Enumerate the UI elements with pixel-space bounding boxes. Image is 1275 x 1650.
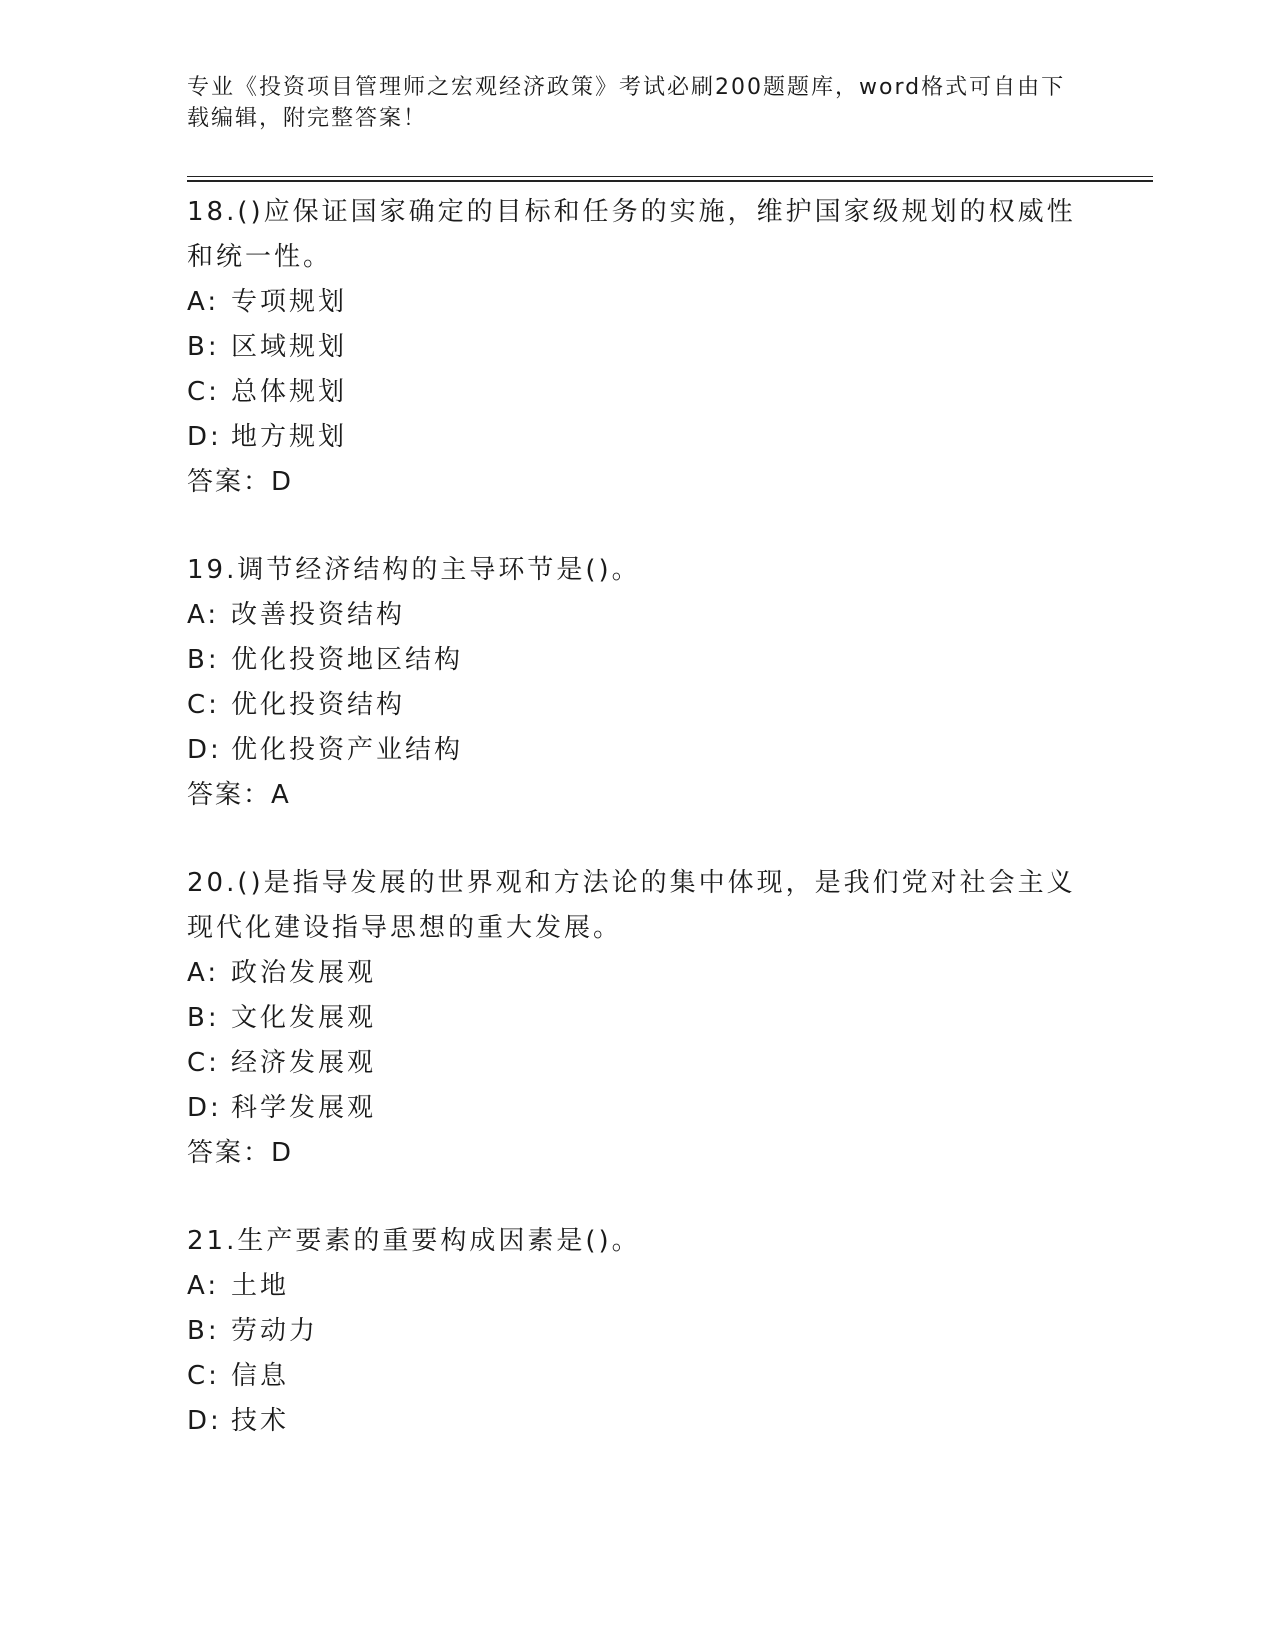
- option-key: A:: [187, 287, 220, 317]
- option-c: [187, 1041, 1087, 1086]
- option-key: A:: [187, 600, 220, 630]
- question-19: [187, 548, 1087, 818]
- question-stem: 21.生产要素的重要构成因素是()。: [187, 1226, 641, 1256]
- header-divider-thick: [187, 180, 1153, 182]
- option-text: 专项规划: [231, 287, 348, 317]
- option-text: 政治发展观: [231, 958, 377, 988]
- option-text: 文化发展观: [231, 1003, 377, 1033]
- option-a: [187, 280, 1087, 325]
- option-a: [187, 1264, 1087, 1309]
- question-20: [187, 861, 1087, 1176]
- option-text: 技术: [231, 1406, 290, 1436]
- question-stem: 18.()应保证国家确定的目标和任务的实施，维护国家级规划的权威性和统一性。: [187, 197, 1076, 272]
- option-key: C:: [187, 690, 220, 720]
- option-text: 信息: [231, 1361, 290, 1391]
- document-header: 专业《投资项目管理师之宏观经济政策》考试必刷200题题库，word格式可自由下载编辑，附完整答案！: [187, 75, 1066, 131]
- option-key: B:: [187, 1316, 220, 1346]
- option-c: [187, 683, 1087, 728]
- option-d: [187, 1086, 1087, 1131]
- option-b: [187, 996, 1087, 1041]
- option-key: D:: [187, 735, 222, 765]
- option-key: D:: [187, 1406, 222, 1436]
- option-text: 科学发展观: [231, 1093, 377, 1123]
- option-c: [187, 1354, 1087, 1399]
- option-key: D:: [187, 422, 222, 452]
- question-21: [187, 1219, 1087, 1444]
- option-a: [187, 951, 1087, 996]
- option-d: [187, 415, 1087, 460]
- answer-line: 答案：D: [187, 467, 294, 497]
- option-key: B:: [187, 332, 220, 362]
- option-d: [187, 728, 1087, 773]
- option-key: B:: [187, 1003, 220, 1033]
- option-key: D:: [187, 1093, 222, 1123]
- option-b: [187, 638, 1087, 683]
- option-b: [187, 325, 1087, 370]
- option-text: 经济发展观: [231, 1048, 377, 1078]
- option-c: [187, 370, 1087, 415]
- option-text: 优化投资地区结构: [231, 645, 464, 675]
- option-key: A:: [187, 1271, 220, 1301]
- option-text: 总体规划: [231, 377, 348, 407]
- option-text: 土地: [231, 1271, 290, 1301]
- option-text: 劳动力: [231, 1316, 319, 1346]
- option-text: 改善投资结构: [231, 600, 406, 630]
- answer-line: 答案：D: [187, 1138, 294, 1168]
- option-key: C:: [187, 377, 220, 407]
- option-key: C:: [187, 1361, 220, 1391]
- option-key: A:: [187, 958, 220, 988]
- option-text: 地方规划: [231, 422, 348, 452]
- option-b: [187, 1309, 1087, 1354]
- answer-line: 答案：A: [187, 780, 291, 810]
- option-d: [187, 1399, 1087, 1444]
- question-18: [187, 190, 1087, 505]
- question-stem: 19.调节经济结构的主导环节是()。: [187, 555, 641, 585]
- question-stem: 20.()是指导发展的世界观和方法论的集中体现，是我们党对社会主义现代化建设指导思想的重大发展。: [187, 868, 1076, 943]
- option-text: 区域规划: [231, 332, 348, 362]
- question-list: [187, 190, 1087, 1487]
- option-key: C:: [187, 1048, 220, 1078]
- option-a: [187, 593, 1087, 638]
- option-text: 优化投资结构: [231, 690, 406, 720]
- header-divider-thin: [187, 176, 1153, 177]
- option-key: B:: [187, 645, 220, 675]
- option-text: 优化投资产业结构: [231, 735, 464, 765]
